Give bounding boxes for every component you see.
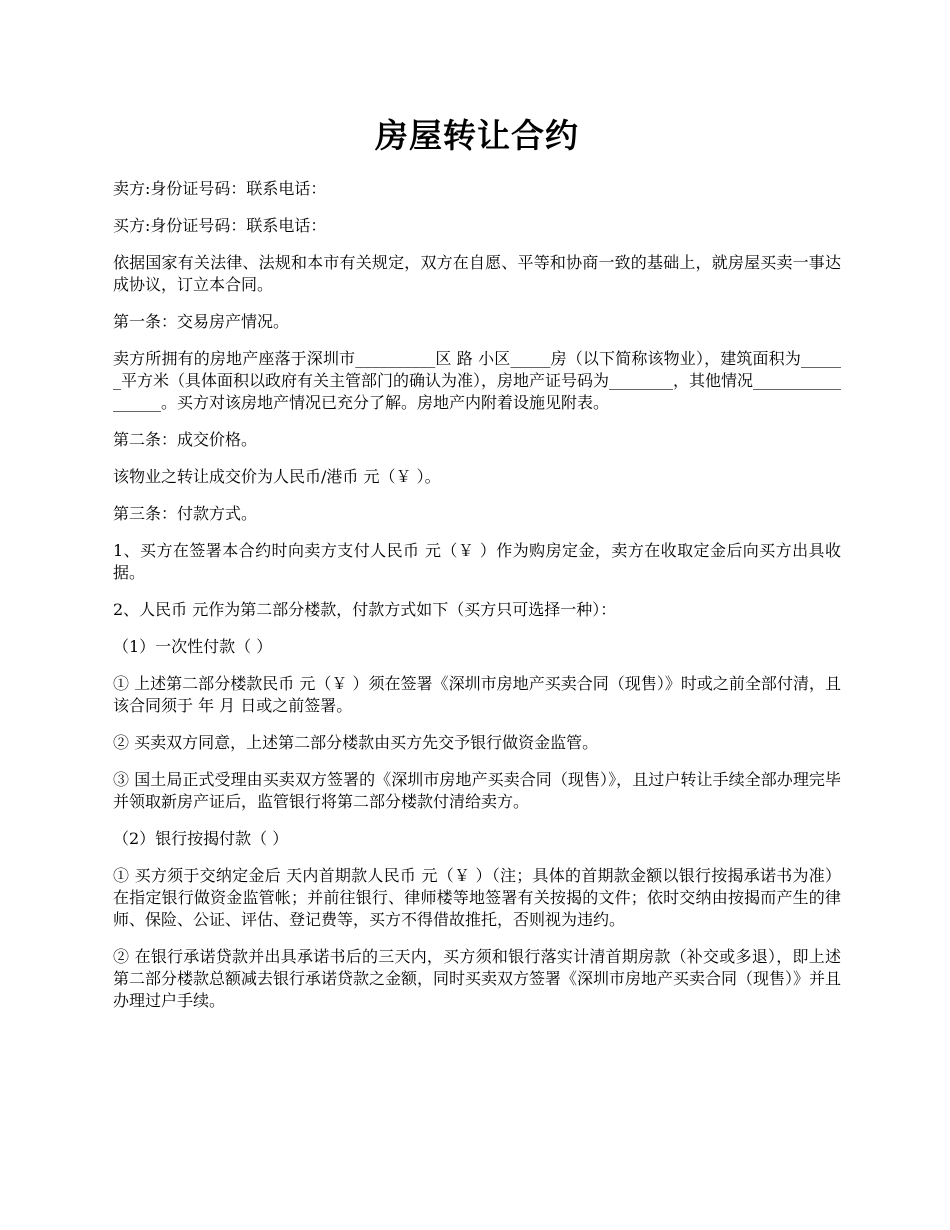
article-1-heading: 第一条：交易房产情况。 [113, 312, 290, 331]
article-1-body: 卖方所拥有的房地产座落于深圳市__________区 路 小区_____房（以下简称该物业），建筑面积为______平方米（具体面积以政府有关主管部门的确认为准），房地产证号码为________，其他情况_________________。买方对该房地产情况已充分了解。房地产内附着设施见附表。 [113, 349, 842, 412]
buyer-info: 买方:身份证号码：联系电话： [113, 216, 327, 235]
lump-sum-item-3: ③ 国土局正式受理由买卖双方签署的《深圳市房地产买卖合同（现售）》，且过户转让手续全部办理完毕并领取新房产证后，监管银行将第二部分楼款付清给卖方。 [113, 770, 841, 811]
payment-clause-1: 1、买方在签署本合约时向卖方支付人民币 元（￥ ）作为购房定金，卖方在收取定金后向买方出具收据。 [113, 541, 841, 582]
lump-sum-item-1: ① 上述第二部分楼款民币 元（￥ ）须在签署《深圳市房地产买卖合同（现售）》时或之前全部付清，且该合同须于 年 月 日或之前签署。 [113, 674, 841, 715]
lump-sum-item-2: ② 买卖双方同意，上述第二部分楼款由买方先交予银行做资金监管。 [113, 733, 599, 752]
mortgage-item-2: ② 在银行承诺贷款并出具承诺书后的三天内，买方须和银行落实计清首期房款（补交或多退），即上述第二部分楼款总额减去银行承诺贷款之金额，同时买卖双方签署《深圳市房地产买卖合同（现售）》并且办理过户手续。 [113, 947, 842, 1010]
option-mortgage: （2）银行按揭付款（ ） [113, 829, 289, 848]
article-2-heading: 第二条：成交价格。 [113, 430, 258, 449]
document-body [113, 178, 841, 1027]
document-title: 房屋转让合约 [375, 116, 579, 155]
article-3-heading: 第三条：付款方式。 [113, 504, 258, 523]
mortgage-item-1: ① 买方须于交纳定金后 天内首期款人民币 元（￥ ）（注；具体的首期款金额以银行按揭承诺书为准）在指定银行做资金监管帐；并前往银行、律师楼等地签署有关按揭的文件；依时交纳由按揭而产生的律师、保险、公证、评估、登记费等，买方不得借故推托，否则视为违约。 [113, 866, 841, 929]
payment-clause-2: 2、人民币 元作为第二部分楼款，付款方式如下（买方只可选择一种）： [113, 600, 617, 619]
seller-info: 卖方:身份证号码：联系电话： [113, 179, 327, 198]
preamble: 依据国家有关法律、法规和本市有关规定，双方在自愿、平等和协商一致的基础上，就房屋买卖一事达成协议，订立本合同。 [113, 253, 841, 294]
article-2-body: 该物业之转让成交价为人民币/港币 元（￥ ）。 [113, 467, 441, 486]
option-lump-sum: （1）一次性付款（ ） [113, 637, 273, 656]
